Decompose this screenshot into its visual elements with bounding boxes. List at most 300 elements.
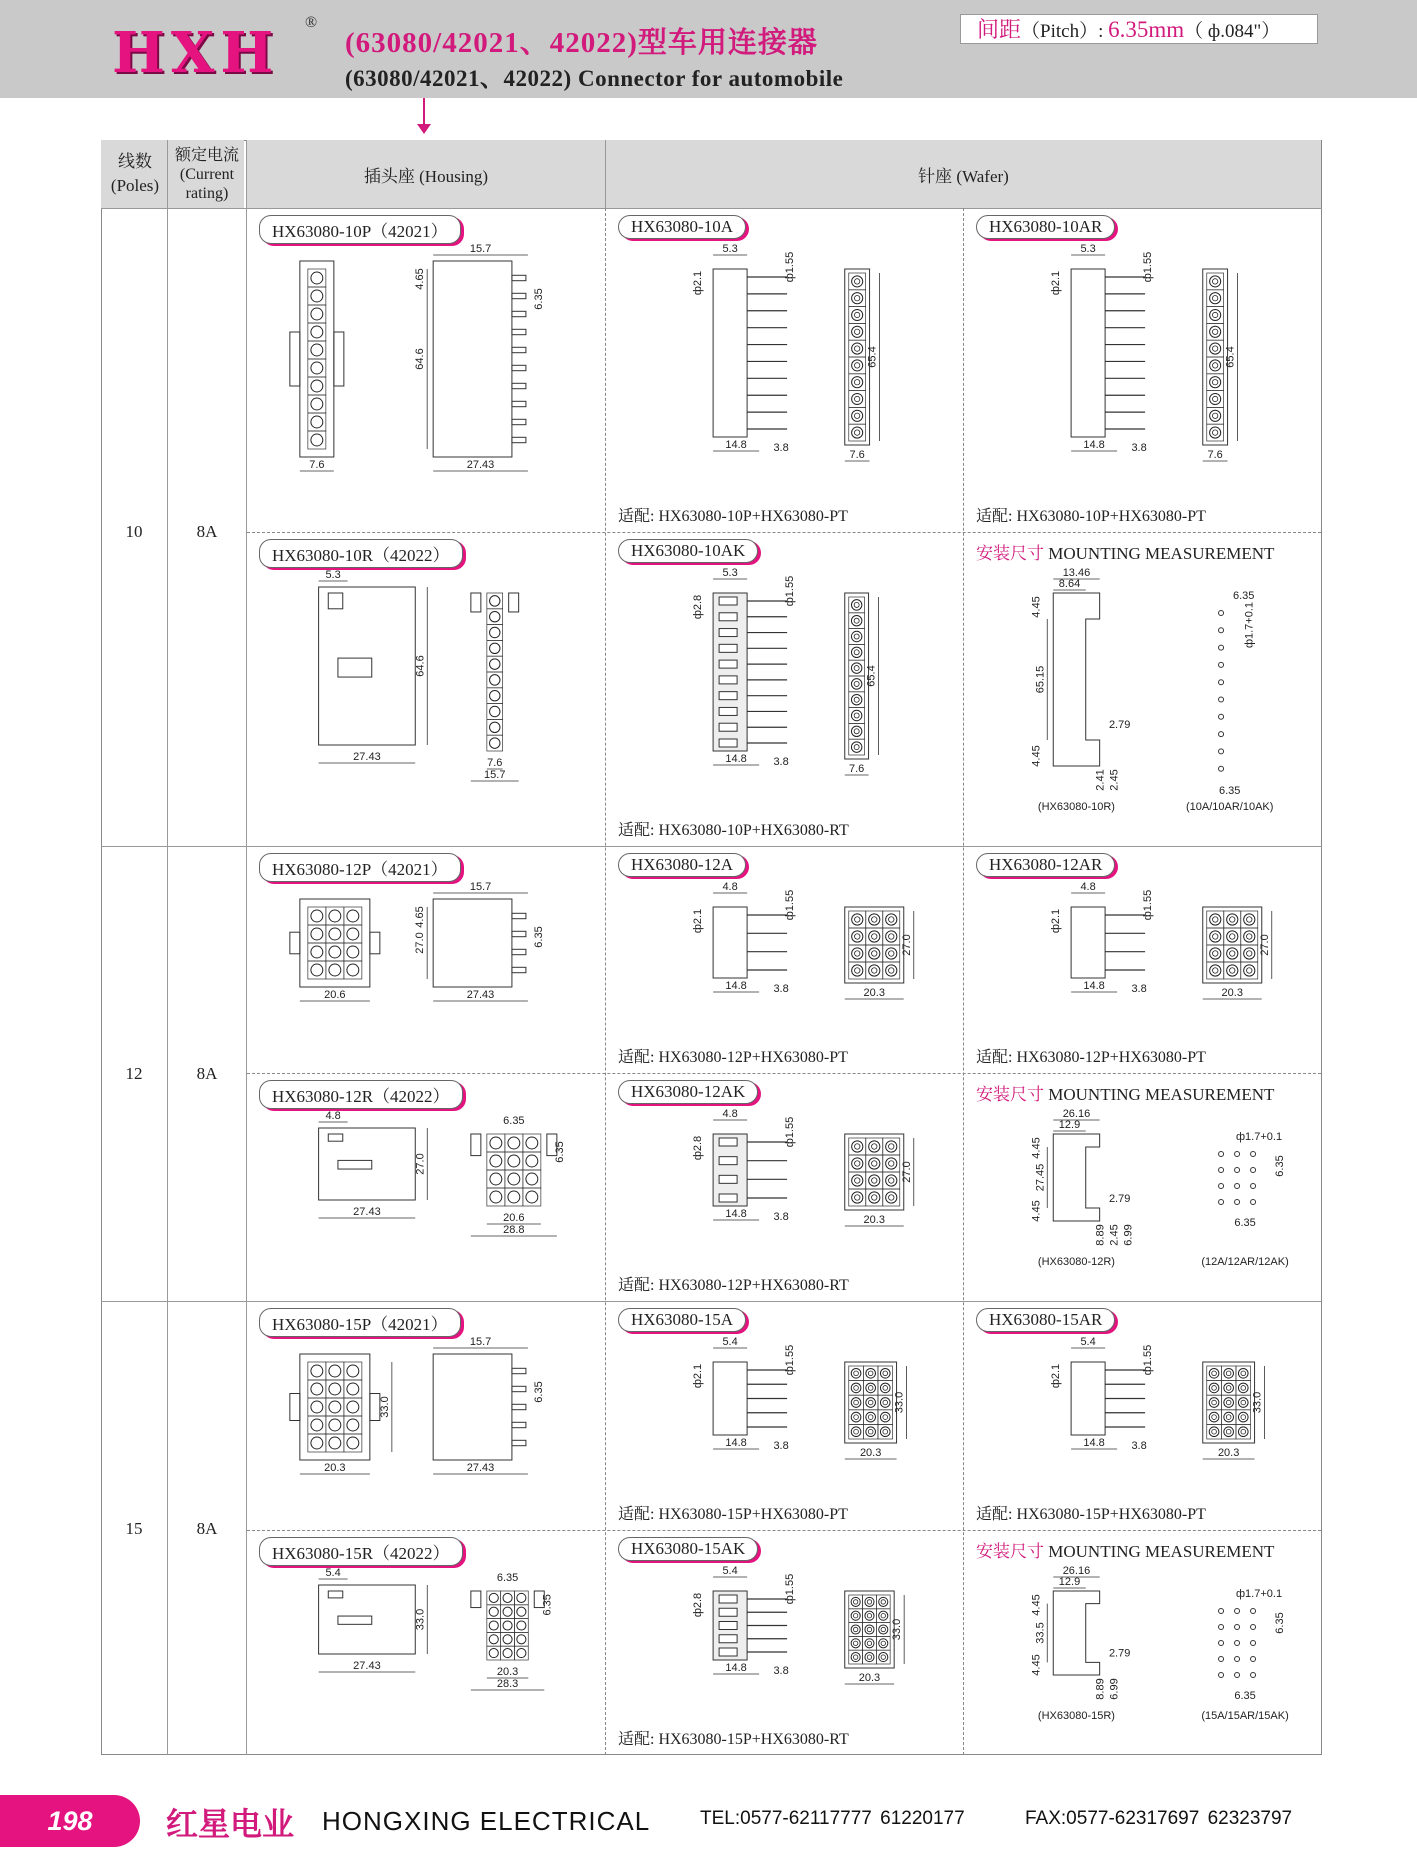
mounting-hole [1251, 1657, 1256, 1662]
dimension-label: 14.8 [1083, 439, 1105, 451]
dimension-label: 7.6 [849, 449, 865, 461]
pin-contact [855, 917, 860, 922]
pin-hole [347, 1437, 359, 1449]
part-number-label: HX63080-15R（42022） [259, 1537, 463, 1566]
pitch-value: 6.35mm [1108, 17, 1185, 42]
title-chinese: (63080/42021、42022)型车用连接器 [345, 27, 818, 59]
dimension-label: 8.89 [1094, 1224, 1107, 1246]
part-number-label: HX63080-15A [618, 1308, 746, 1332]
pin-contact [854, 413, 859, 418]
dimension-label: 6.35 [532, 926, 545, 948]
dimension-label: 5.3 [1080, 243, 1096, 255]
pin-contact [889, 1195, 894, 1200]
pin-hole [851, 742, 861, 752]
pin-contact [868, 1415, 873, 1420]
pin-contact [854, 729, 859, 734]
pin-hole [508, 1137, 520, 1149]
pin-hole [1210, 343, 1221, 354]
dimension-label: 33.0 [1251, 1391, 1264, 1414]
pin-hole [1210, 377, 1221, 388]
pin-hole [490, 722, 500, 732]
housing-side-outline [433, 1354, 512, 1460]
pin-hole [1244, 948, 1255, 959]
pin-contact [1213, 917, 1218, 922]
dimension-label: 27.43 [353, 1206, 381, 1218]
pin-tail [512, 365, 526, 370]
pin-hole [503, 1635, 512, 1644]
housing-window [338, 658, 372, 677]
pin-hole [1238, 1427, 1248, 1437]
pin-hole [866, 1398, 876, 1408]
pin-tail [512, 347, 526, 352]
pin-hole [1224, 1383, 1234, 1393]
pin-contact [881, 1627, 885, 1631]
part-number-label: HX63080-12R（42022） [259, 1080, 463, 1109]
mounting-hole [1235, 1184, 1240, 1189]
pin-contact [855, 1178, 860, 1183]
dimension-label: 26.16 [1062, 1108, 1091, 1120]
pin-contact [1226, 1415, 1231, 1420]
latch-left [290, 932, 300, 954]
pin-contact [1230, 968, 1235, 973]
pin-hole [347, 928, 359, 940]
row-15-current: 8A [196, 1519, 218, 1538]
pin-contact [1212, 396, 1217, 401]
pin-hole [329, 1401, 341, 1413]
dimension-label: ф1.55 [1142, 889, 1155, 921]
pin-hole [311, 1419, 323, 1431]
pin-hole [311, 910, 323, 922]
pin-contact [1212, 329, 1217, 334]
pin-hole [311, 290, 323, 302]
dimension-label: 2.45 [1108, 769, 1121, 791]
pin-contact [853, 1641, 857, 1645]
dimension-label: 27.0 [900, 1161, 913, 1183]
pin-hole [490, 1137, 502, 1149]
mounting-title [976, 1080, 1274, 1105]
dimension-label: 13.46 [1062, 567, 1091, 579]
part-number-label: HX63080-12AK [618, 1080, 758, 1104]
pin-contact [867, 1613, 871, 1617]
dimension-label: 20.6 [503, 1212, 525, 1224]
dimension-label: 4.65 [414, 906, 427, 928]
page-number: 198 [0, 1795, 140, 1847]
mounting-hole [1251, 1184, 1256, 1189]
pin-contact [854, 618, 859, 623]
pin-hole [865, 1597, 874, 1606]
pin-contact [854, 1371, 859, 1376]
dimension-label: 6.35 [532, 288, 545, 310]
dimension-label: 20.3 [1217, 1447, 1240, 1459]
pin-hole [1209, 1427, 1219, 1437]
pin-contact [1213, 968, 1218, 973]
pin-clip [719, 644, 737, 652]
pin-tail [512, 1404, 526, 1409]
pin-hole [490, 643, 500, 653]
pin-tail [512, 383, 526, 388]
technical-drawing [964, 563, 1321, 846]
pin-contact [854, 396, 859, 401]
pin-contact [883, 1400, 888, 1405]
dimension-label: 14.8 [725, 1437, 747, 1449]
panel-p12r [247, 1074, 605, 1301]
row-12-poles: 12 [125, 1064, 143, 1083]
pin-hole [329, 928, 341, 940]
pin-hole [880, 1398, 890, 1408]
dimension-label: 14.8 [725, 980, 747, 992]
housing-side-outline [319, 1128, 416, 1200]
mounting-hole [1219, 628, 1224, 633]
pin-contact [1241, 1386, 1246, 1391]
pin-hole [852, 393, 863, 404]
pin-contact [854, 681, 859, 686]
dimension-label: 12.9 [1058, 1119, 1081, 1131]
technical-drawing [606, 1104, 963, 1271]
dimension-label: 4.45 [1030, 1654, 1043, 1676]
dimension-label: ф2.1 [692, 270, 705, 296]
mounting-cutout [1053, 593, 1099, 766]
panel-p10ar [964, 209, 1321, 532]
mounting-hole [1219, 1184, 1224, 1189]
pin-contact [854, 1400, 859, 1405]
pin-hole [1210, 393, 1221, 404]
technical-drawing [964, 239, 1321, 502]
pin-hole [1210, 410, 1221, 421]
pin-hole [508, 1155, 520, 1167]
technical-drawing [247, 1561, 605, 1725]
pin-clip [719, 629, 737, 637]
part-number-label: HX63080-10A [618, 215, 746, 239]
pin-contact [1213, 934, 1218, 939]
technical-drawing [247, 877, 605, 1043]
pin-contact [1213, 951, 1218, 956]
pin-hole [526, 1137, 538, 1149]
housing-side-outline [319, 587, 416, 745]
pin-hole [880, 1368, 890, 1378]
row-15-poles: 15 [125, 1519, 143, 1538]
technical-drawing [606, 877, 963, 1043]
mounting-hole [1219, 1657, 1224, 1662]
mounting-hole [1219, 1152, 1224, 1157]
pin-contact [1212, 1371, 1217, 1376]
dimension-label: 2.45 [1108, 1224, 1121, 1246]
pin-contact [854, 1429, 859, 1434]
company-name-en: HONGXING ELECTRICAL [322, 1806, 651, 1836]
pin-contact [1212, 380, 1217, 385]
dimension-label: 6.35 [503, 1115, 525, 1127]
pin-hole [1238, 1383, 1248, 1393]
dimension-label: 4.8 [1080, 881, 1096, 893]
pin-contact [872, 968, 877, 973]
pin-contact [881, 1641, 885, 1645]
pin-contact [854, 1415, 859, 1420]
pin-hole [329, 1419, 341, 1431]
dimension-label: 14.8 [1083, 980, 1105, 992]
dimension-label: ф2.1 [1050, 270, 1063, 296]
pin-hole [852, 326, 863, 337]
mounting-title-cn: 安装尺寸 [976, 1085, 1044, 1104]
pin-hole [866, 1383, 876, 1393]
pin-tail [512, 967, 526, 972]
pin-hole [851, 1639, 860, 1648]
pin-hole [852, 1141, 863, 1152]
dimension-label: 27.43 [466, 459, 495, 471]
pin-contact [1212, 430, 1217, 435]
mounting-title-en: MOUNTING MEASUREMENT [1048, 1085, 1275, 1104]
pin-hole [851, 615, 861, 625]
pin-contact [854, 279, 859, 284]
dimension-label: 33.0 [893, 1391, 906, 1414]
pin-contact [853, 1655, 857, 1659]
company-name-cn: 红星电业 [166, 1805, 295, 1843]
pin-contact [889, 951, 894, 956]
dimension-label: 7.6 [309, 459, 325, 471]
pin-hole [880, 1412, 890, 1422]
technical-drawing [606, 563, 963, 816]
pin-contact [1241, 1400, 1246, 1405]
pin-hole [329, 1365, 341, 1377]
housing-tab [328, 593, 342, 609]
pin-contact [853, 1627, 857, 1631]
pin-hole [311, 326, 323, 338]
mounting-hole [1219, 732, 1224, 737]
dimension-label: 26.16 [1062, 1565, 1091, 1577]
pin-hole [1227, 914, 1238, 925]
pin-clip [719, 1157, 737, 1165]
pin-hole [886, 1192, 897, 1203]
row-10-poles: 10 [125, 522, 143, 541]
pin-hole [851, 1383, 861, 1393]
dimension-label: 28.3 [496, 1678, 519, 1690]
dimension-label: 6.99 [1108, 1678, 1121, 1700]
pin-hole [347, 1365, 359, 1377]
pin-contact [889, 917, 894, 922]
pin-hole [329, 964, 341, 976]
pin-hole [886, 965, 897, 976]
pin-hole [886, 914, 897, 925]
technical-drawing [247, 563, 605, 816]
pin-hole [1209, 1383, 1219, 1393]
dimension-label: 5.4 [1080, 1336, 1096, 1348]
wafer-body [713, 1362, 747, 1435]
pin-hole [1209, 1398, 1219, 1408]
pin-hole [886, 931, 897, 942]
pin-tail [512, 419, 526, 424]
pin-contact [872, 917, 877, 922]
dimension-label: ф1.55 [784, 575, 797, 607]
pin-hole [347, 1383, 359, 1395]
pin-hole [865, 1653, 874, 1662]
pin-hole [869, 965, 880, 976]
pin-hole [329, 1383, 341, 1395]
dimension-label: 65.4 [865, 665, 878, 687]
mounting-title-en: MOUNTING MEASUREMENT [1048, 544, 1275, 563]
dimension-label: 33.0 [414, 1608, 427, 1631]
pin-hole [880, 1383, 890, 1393]
mount-caption-wafer: (10A/10AR/10AK) [1185, 801, 1274, 813]
pin-hole [1210, 427, 1221, 438]
dimension-label: 14.8 [1083, 1437, 1105, 1449]
dimension-label: 2.79 [1108, 718, 1131, 731]
dimension-label: 4.45 [1030, 1137, 1043, 1159]
mounting-hole [1235, 1625, 1240, 1630]
mount-caption-housing: (HX63080-15R) [1037, 1710, 1115, 1722]
pin-clip [719, 1595, 737, 1603]
pin-hole [490, 611, 500, 621]
pin-hole [526, 1155, 538, 1167]
dimension-label: 27.0 [900, 934, 913, 956]
pin-hole [503, 1593, 512, 1602]
panel-p12ar [964, 847, 1321, 1073]
pin-hole [503, 1607, 512, 1616]
pin-hole [851, 1611, 860, 1620]
dimension-label: 4.45 [1030, 745, 1043, 767]
panel-m15 [964, 1531, 1321, 1755]
pin-contact [854, 363, 859, 368]
pin-contact [854, 1386, 859, 1391]
dimension-label: 6.35 [1274, 1612, 1287, 1634]
housing-side-outline [433, 261, 512, 457]
pitch-label-cn: 间距 [977, 17, 1022, 42]
dimension-label: 14.8 [725, 1662, 747, 1674]
mounting-hole [1251, 1641, 1256, 1646]
pin-contact [1247, 951, 1252, 956]
pin-hole [851, 710, 861, 720]
pin-hole [503, 1649, 512, 1658]
pin-hole [1244, 914, 1255, 925]
dimension-label: 4.8 [722, 881, 738, 893]
mounting-hole [1219, 766, 1224, 771]
mount-caption-wafer: (12A/12AR/12AK) [1201, 1256, 1289, 1268]
pin-tail [512, 1440, 526, 1445]
pin-hole [869, 931, 880, 942]
dimension-label: 20.3 [1221, 987, 1243, 999]
pin-hole [1210, 948, 1221, 959]
pin-hole [879, 1653, 888, 1662]
dimension-label: 27.43 [353, 1660, 381, 1672]
latch-right [370, 932, 380, 954]
pin-contact [1212, 346, 1217, 351]
part-number-label: HX63080-10R（42022） [259, 539, 463, 568]
part-number-label: HX63080-15P（42021） [259, 1308, 461, 1337]
dimension-label: 6.35 [1232, 590, 1255, 602]
wafer-front-outline [845, 1362, 897, 1443]
mount-caption-housing: (HX63080-10R) [1037, 801, 1115, 813]
pin-contact [872, 1144, 877, 1149]
pin-hole [490, 659, 500, 669]
pin-hole [852, 360, 863, 371]
panel-p15p [247, 1302, 605, 1530]
pin-hole [879, 1639, 888, 1648]
pin-contact [1230, 917, 1235, 922]
pin-hole [852, 1158, 863, 1169]
dimension-label: 15.7 [469, 881, 492, 893]
pointer-arrow-head [417, 124, 431, 134]
dimension-label: 6.99 [1122, 1224, 1135, 1246]
pin-hole [311, 928, 323, 940]
part-number-label: HX63080-10P（42021） [259, 215, 461, 244]
mounting-hole [1235, 1657, 1240, 1662]
pin-hole [879, 1597, 888, 1606]
pin-hole [1224, 1398, 1234, 1408]
pin-contact [868, 1386, 873, 1391]
pin-hole [490, 706, 500, 716]
latch-left [290, 332, 300, 386]
mounting-hole [1235, 1673, 1240, 1678]
pin-contact [854, 650, 859, 655]
pin-hole [851, 1653, 860, 1662]
pin-contact [854, 296, 859, 301]
mounting-hole [1219, 697, 1224, 702]
pin-hole [851, 1398, 861, 1408]
mounting-title-cn: 安装尺寸 [976, 544, 1044, 563]
pin-hole [869, 948, 880, 959]
fax: FAX:0577-62317697 62323797 [1025, 1808, 1293, 1829]
pin-hole [311, 434, 323, 446]
dimension-label: 2.41 [1094, 769, 1107, 791]
housing-side-outline [319, 1585, 416, 1654]
pin-hole [490, 1191, 502, 1203]
panel-p10a [606, 209, 963, 532]
dimension-label: 6.35 [1234, 1690, 1256, 1702]
dimension-label: 33.0 [378, 1396, 391, 1418]
pin-hole [880, 1427, 890, 1437]
pin-hole [852, 914, 863, 925]
dimension-label: 15.7 [469, 243, 492, 255]
dimension-label: 6.35 [1234, 1217, 1256, 1229]
panel-p10r [247, 533, 605, 846]
pin-contact [854, 634, 859, 639]
pin-hole [852, 1192, 863, 1203]
dimension-label: 65.4 [1224, 346, 1237, 368]
technical-drawing [606, 1561, 963, 1725]
dimension-label: 14.8 [725, 439, 747, 451]
compatible-parts: 适配: HX63080-12P+HX63080-RT [618, 1277, 849, 1294]
title-english: (63080/42021、42022) Connector for automobile [345, 66, 844, 91]
pin-clip [719, 707, 737, 715]
pin-contact [1241, 1371, 1246, 1376]
wafer-body [1071, 907, 1105, 978]
dimension-label: 3.8 [773, 756, 789, 768]
pin-tail [512, 293, 526, 298]
latch-left [471, 593, 481, 612]
dimension-label: 8.64 [1058, 578, 1081, 590]
pin-hole [517, 1649, 526, 1658]
technical-drawing [606, 1332, 963, 1500]
pin-contact [883, 1429, 888, 1434]
pin-hole [490, 675, 500, 685]
pin-hole [347, 964, 359, 976]
pin-clip [719, 1608, 737, 1616]
dimension-label: 65.15 [1034, 665, 1047, 694]
pin-hole [508, 1191, 520, 1203]
mounting-hole [1235, 1152, 1240, 1157]
pin-clip [719, 739, 737, 747]
pin-hole [490, 690, 500, 700]
dimension-label: 4.8 [325, 1110, 341, 1122]
pin-hole [311, 946, 323, 958]
dimension-label: ф2.1 [692, 1363, 705, 1389]
mounting-hole [1251, 1609, 1256, 1614]
pin-clip [719, 1175, 737, 1183]
dimension-label: 64.6 [414, 655, 427, 677]
pin-contact [854, 380, 859, 385]
pin-contact [855, 968, 860, 973]
dimension-label: ф1.55 [784, 889, 797, 921]
housing-window [338, 1616, 372, 1624]
pin-hole [311, 308, 323, 320]
pin-tail [512, 329, 526, 334]
